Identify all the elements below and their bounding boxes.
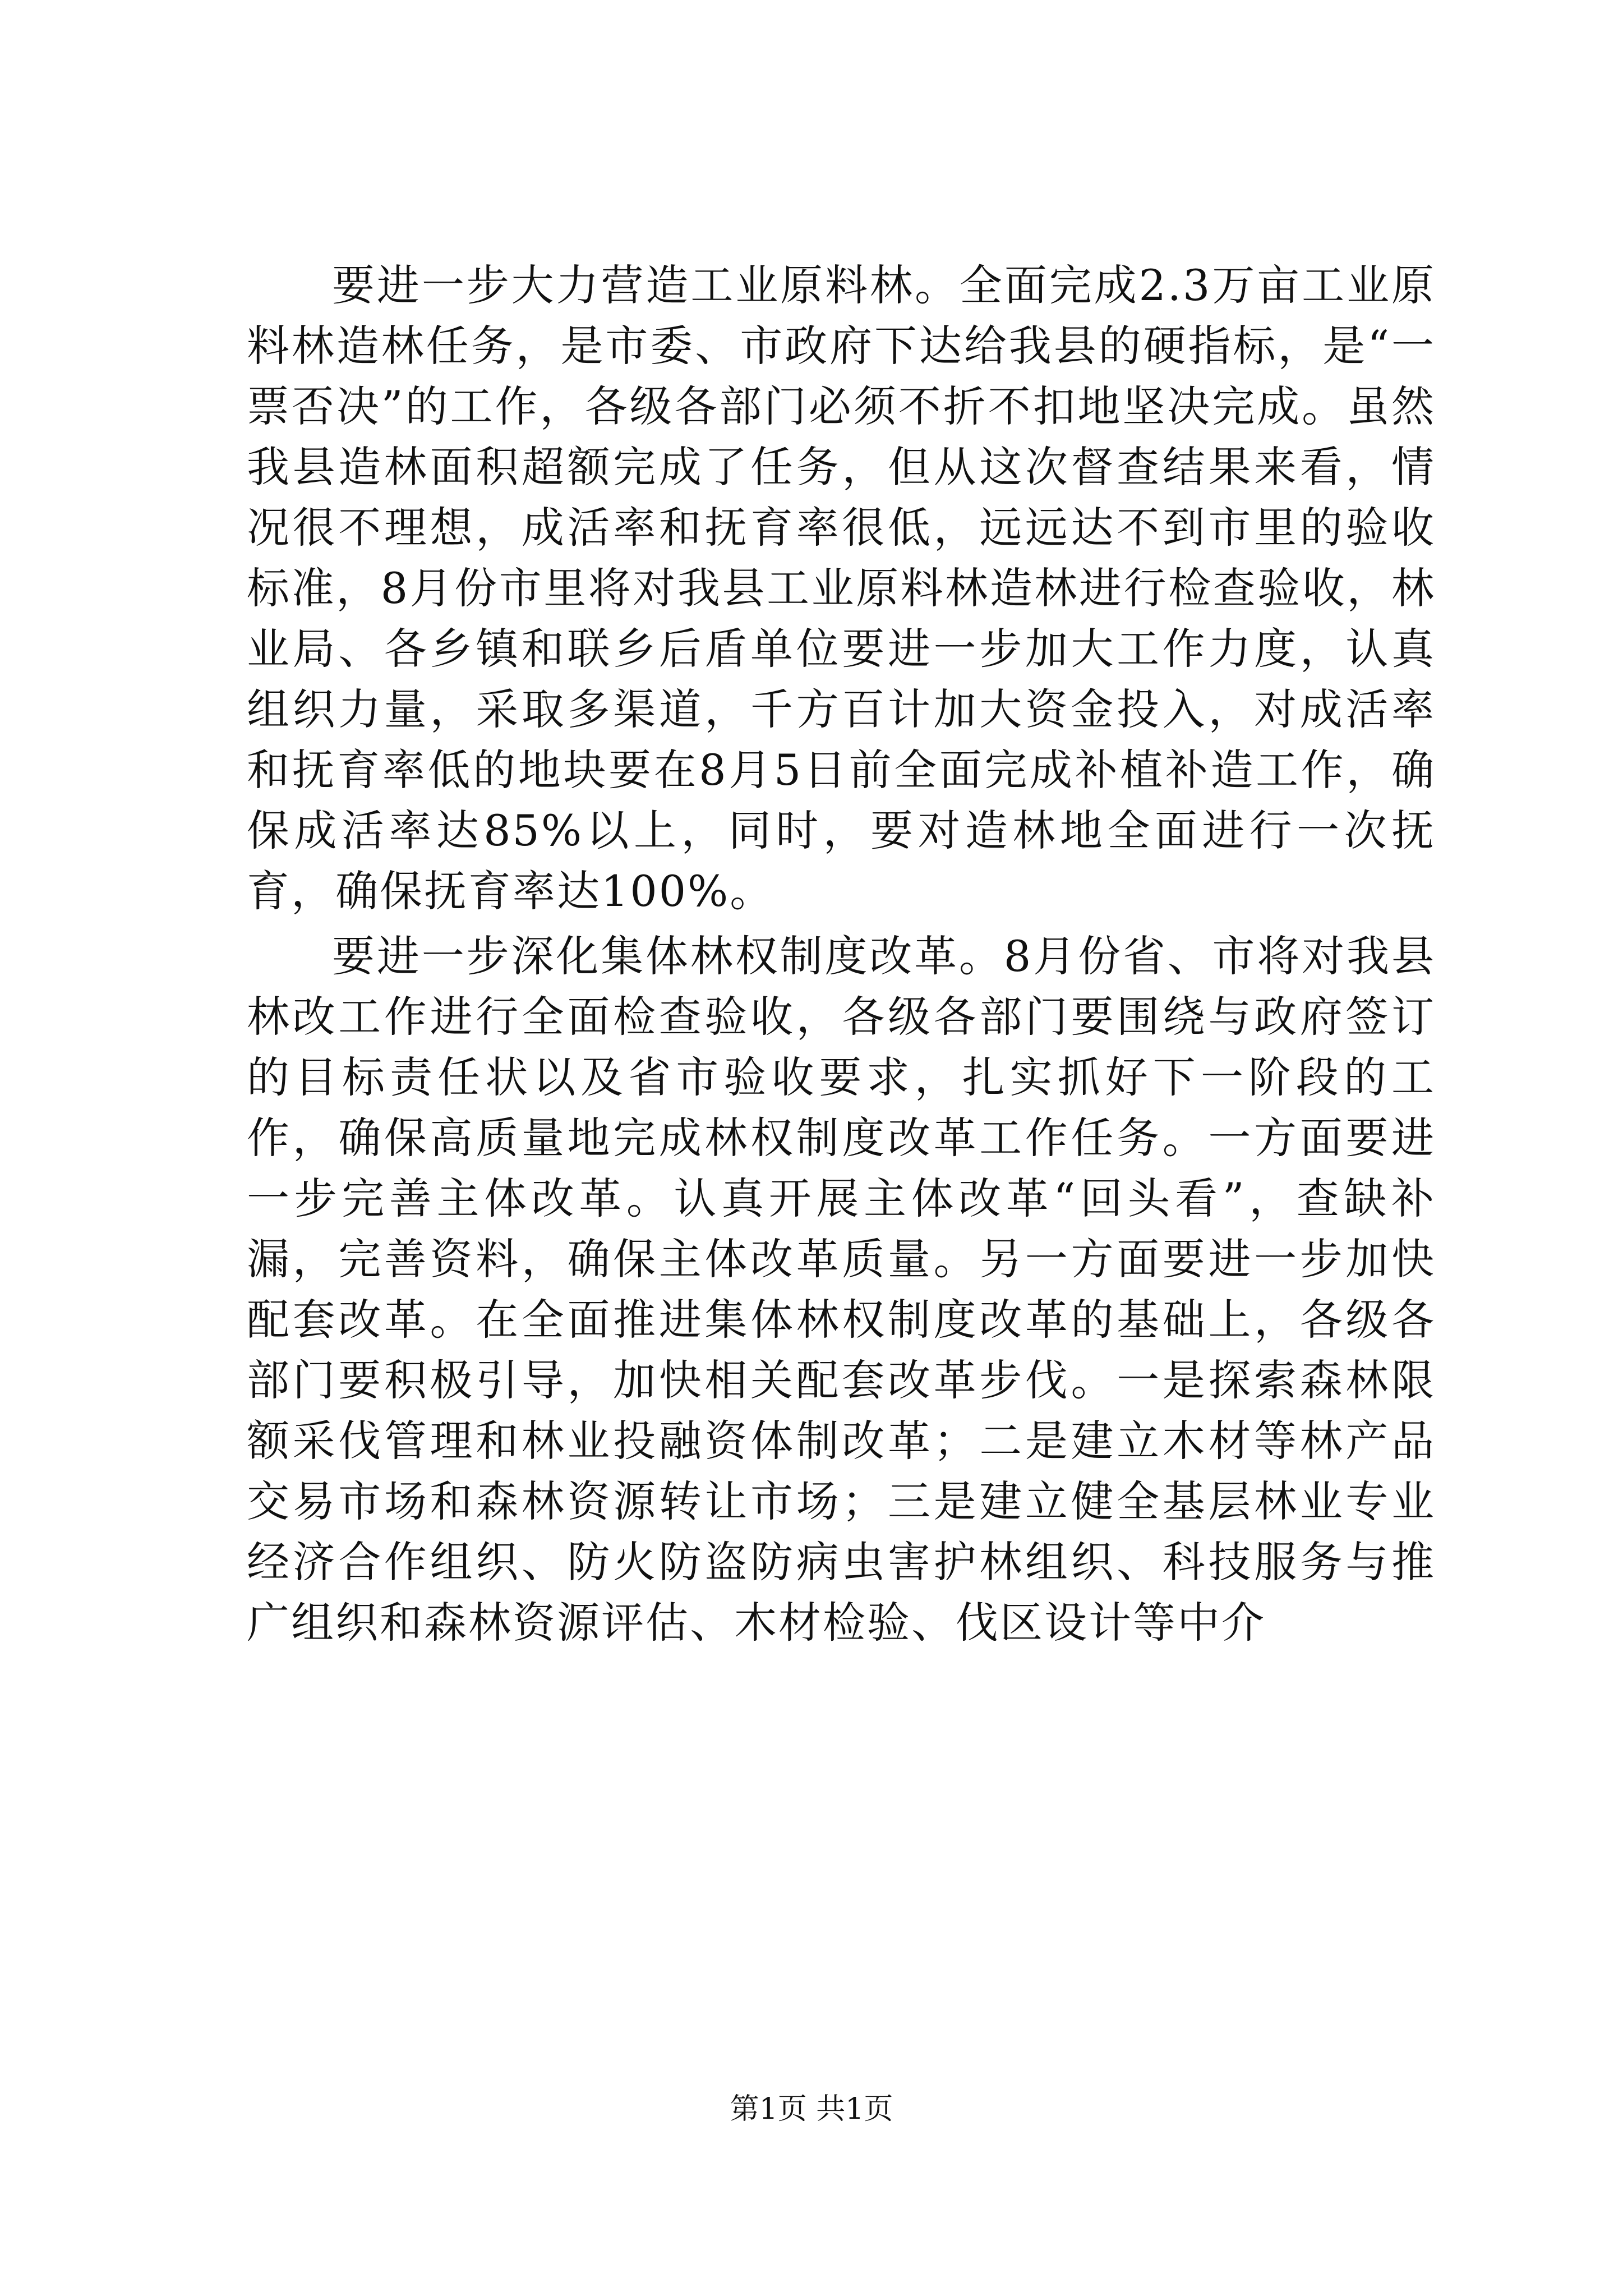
document-body [247,255,1436,1658]
paragraph-industrial-forest: 要进一步大力营造工业原料林。全面完成2.3万亩工业原料林造林任务，是市委、市政府下达给我县的硬指标，是“一票否决”的工作，各级各部门必须不折不扣地坚决完成。虽然我县造林面积超额完成了任务，但从这次督查结果来看，情况很不理想，成活率和抚育率很低，远远达不到市里的验收标准，8月份市里将对我县工业原料林造林进行检查验收，林业局、各乡镇和联乡后盾单位要进一步加大工作力度，认真组织力量，采取多渠道，千方百计加大资金投入，对成活率和抚育率低的地块要在8月5日前全面完成补植补造工作，确保成活率达85%以上，同时，要对造林地全面进行一次抚育，确保抚育率达100%。 [247,260,1436,916]
paragraph-forest-rights-reform: 要进一步深化集体林权制度改革。8月份省、市将对我县林改工作进行全面检查验收，各级各部门要围绕与政府签订的目标责任状以及省市验收要求，扎实抓好下一阶段的工作，确保高质量地完成林权制度改革工作任务。一方面要进一步完善主体改革。认真开展主体改革“回头看”，查缺补漏，完善资料，确保主体改革质量。另一方面要进一步加快配套改革。在全面推进集体林权制度改革的基础上，各级各部门要积极引导，加快相关配套改革步伐。一是探索森林限额采伐管理和林业投融资体制改革；二是建立木材等林产品交易市场和森林资源转让市场；三是建立健全基层林业专业经济合作组织、防火防盗防病虫害护林组织、科技服务与推广组织和森林资源评估、木材检验、伐区设计等中介 [247,931,1436,1648]
page-footer: 第1页 共1页 [730,2092,893,2126]
